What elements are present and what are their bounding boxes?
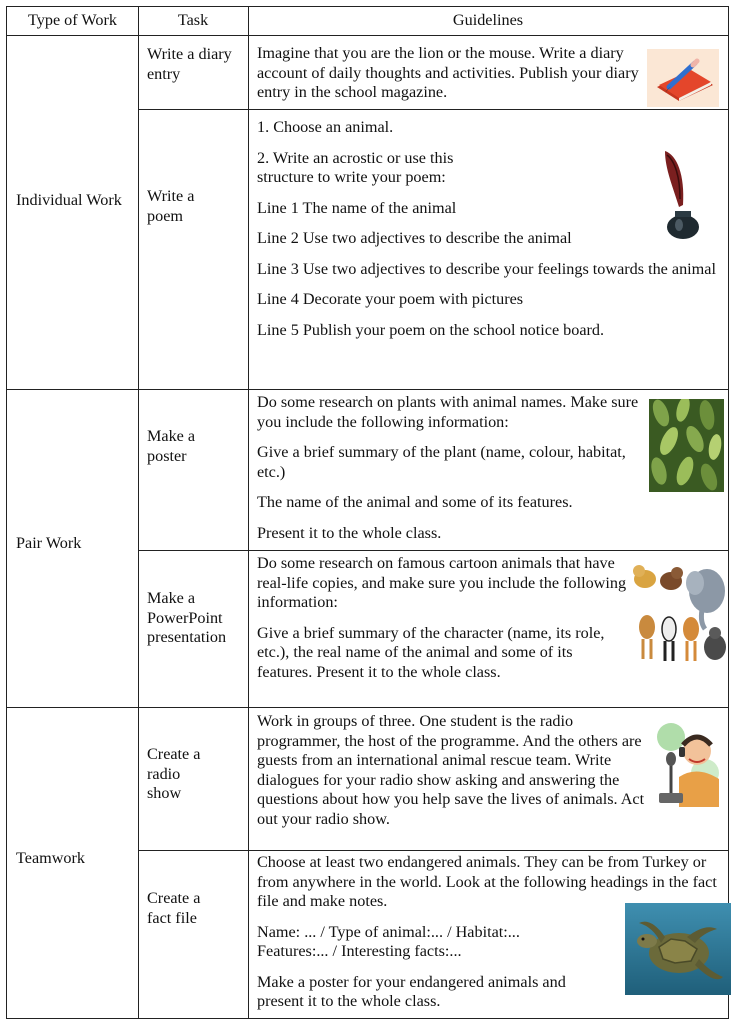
guidelines-powerpoint xyxy=(257,554,627,682)
task-poster: Make a poster xyxy=(147,427,196,465)
row-divider xyxy=(138,850,728,851)
row-divider xyxy=(138,109,728,110)
sea-turtle-image xyxy=(625,903,731,995)
guideline-paragraph: Work in groups of three. One student is the radio programmer, the host of the programme. And the others are guests from an international animal rescue team. Write dialogues for your radio show asking and answering the questions about how you help save the lives of animals. Act out your radio show. xyxy=(257,712,645,828)
guidelines-poem xyxy=(257,118,719,340)
type-teamwork: Teamwork xyxy=(16,849,85,867)
type-individual-work: Individual Work xyxy=(16,191,122,209)
column-divider xyxy=(248,7,249,1018)
guidelines-radio-show xyxy=(257,712,647,829)
plant-leaves-image xyxy=(649,399,724,492)
header-type-of-work: Type of Work xyxy=(28,11,117,29)
guideline-paragraph: Choose at least two endangered animals. They can be from Turkey or from anywhere in the world. Look at the following headings in the fact file and make notes. xyxy=(257,853,717,910)
guideline-paragraph: 1. Choose an animal. xyxy=(257,118,394,136)
task-fact-file: Create a fact file xyxy=(147,889,201,927)
group-divider xyxy=(7,389,728,390)
guideline-paragraph: Line 4 Decorate your poem with pictures xyxy=(257,290,524,308)
guidelines-poster xyxy=(257,393,647,543)
header-divider xyxy=(7,35,728,36)
header-guidelines: Guidelines xyxy=(452,11,524,29)
notebook-pencil-image xyxy=(647,49,719,107)
guidelines-diary xyxy=(257,44,641,103)
guideline-paragraph: Line 1 The name of the animal xyxy=(257,198,457,217)
activities-table xyxy=(6,6,729,1019)
guideline-paragraph: Give a brief summary of the plant (name, colour, habitat, etc.) xyxy=(257,443,626,481)
guideline-paragraph: Give a brief summary of the character (name, its role, etc.), the real name of the animal and some of its features. Present it to the whole class. xyxy=(257,623,605,681)
guideline-paragraph: Imagine that you are the lion or the mouse. Write a diary account of daily thoughts and activities. Publish your diary entry in the school magazine. xyxy=(257,44,639,101)
radio-host-image xyxy=(653,715,725,809)
row-divider xyxy=(138,550,728,551)
task-diary-entry: Write a diary entry xyxy=(147,45,232,83)
guideline-paragraph: Line 5 Publish your poem on the school notice board. xyxy=(257,320,605,339)
guideline-paragraph: Make a poster for your endangered animals and present it to the whole class. xyxy=(257,972,566,1010)
header-task: Task xyxy=(177,11,209,29)
guideline-paragraph: 2. Write an acrostic or use this structure to write your poem: xyxy=(257,148,454,186)
guideline-paragraph: The name of the animal and some of its features. xyxy=(257,493,573,511)
task-powerpoint: Make a PowerPoint presentation xyxy=(147,589,227,646)
guideline-paragraph: Do some research on famous cartoon animals that have real-life copies, and make sure you include the following information: xyxy=(257,554,627,611)
type-pair-work: Pair Work xyxy=(16,534,82,552)
cartoon-animals-image xyxy=(629,555,727,667)
guideline-paragraph: Line 3 Use two adjectives to describe your feelings towards the animal xyxy=(257,259,716,278)
group-divider xyxy=(7,707,728,708)
task-radio-show: Create a radio show xyxy=(147,745,201,802)
quill-inkpot-image xyxy=(655,147,707,243)
guideline-paragraph: Present it to the whole class. xyxy=(257,523,442,542)
guideline-paragraph: Do some research on plants with animal names. Make sure you include the following information: xyxy=(257,393,639,431)
guideline-paragraph: Line 2 Use two adjectives to describe the animal xyxy=(257,229,572,247)
task-poem: Write a poem xyxy=(147,187,195,225)
column-divider xyxy=(138,7,139,1018)
guideline-paragraph: Name: ... / Type of animal:... / Habitat:... Features:... / Interesting facts:... xyxy=(257,922,520,960)
